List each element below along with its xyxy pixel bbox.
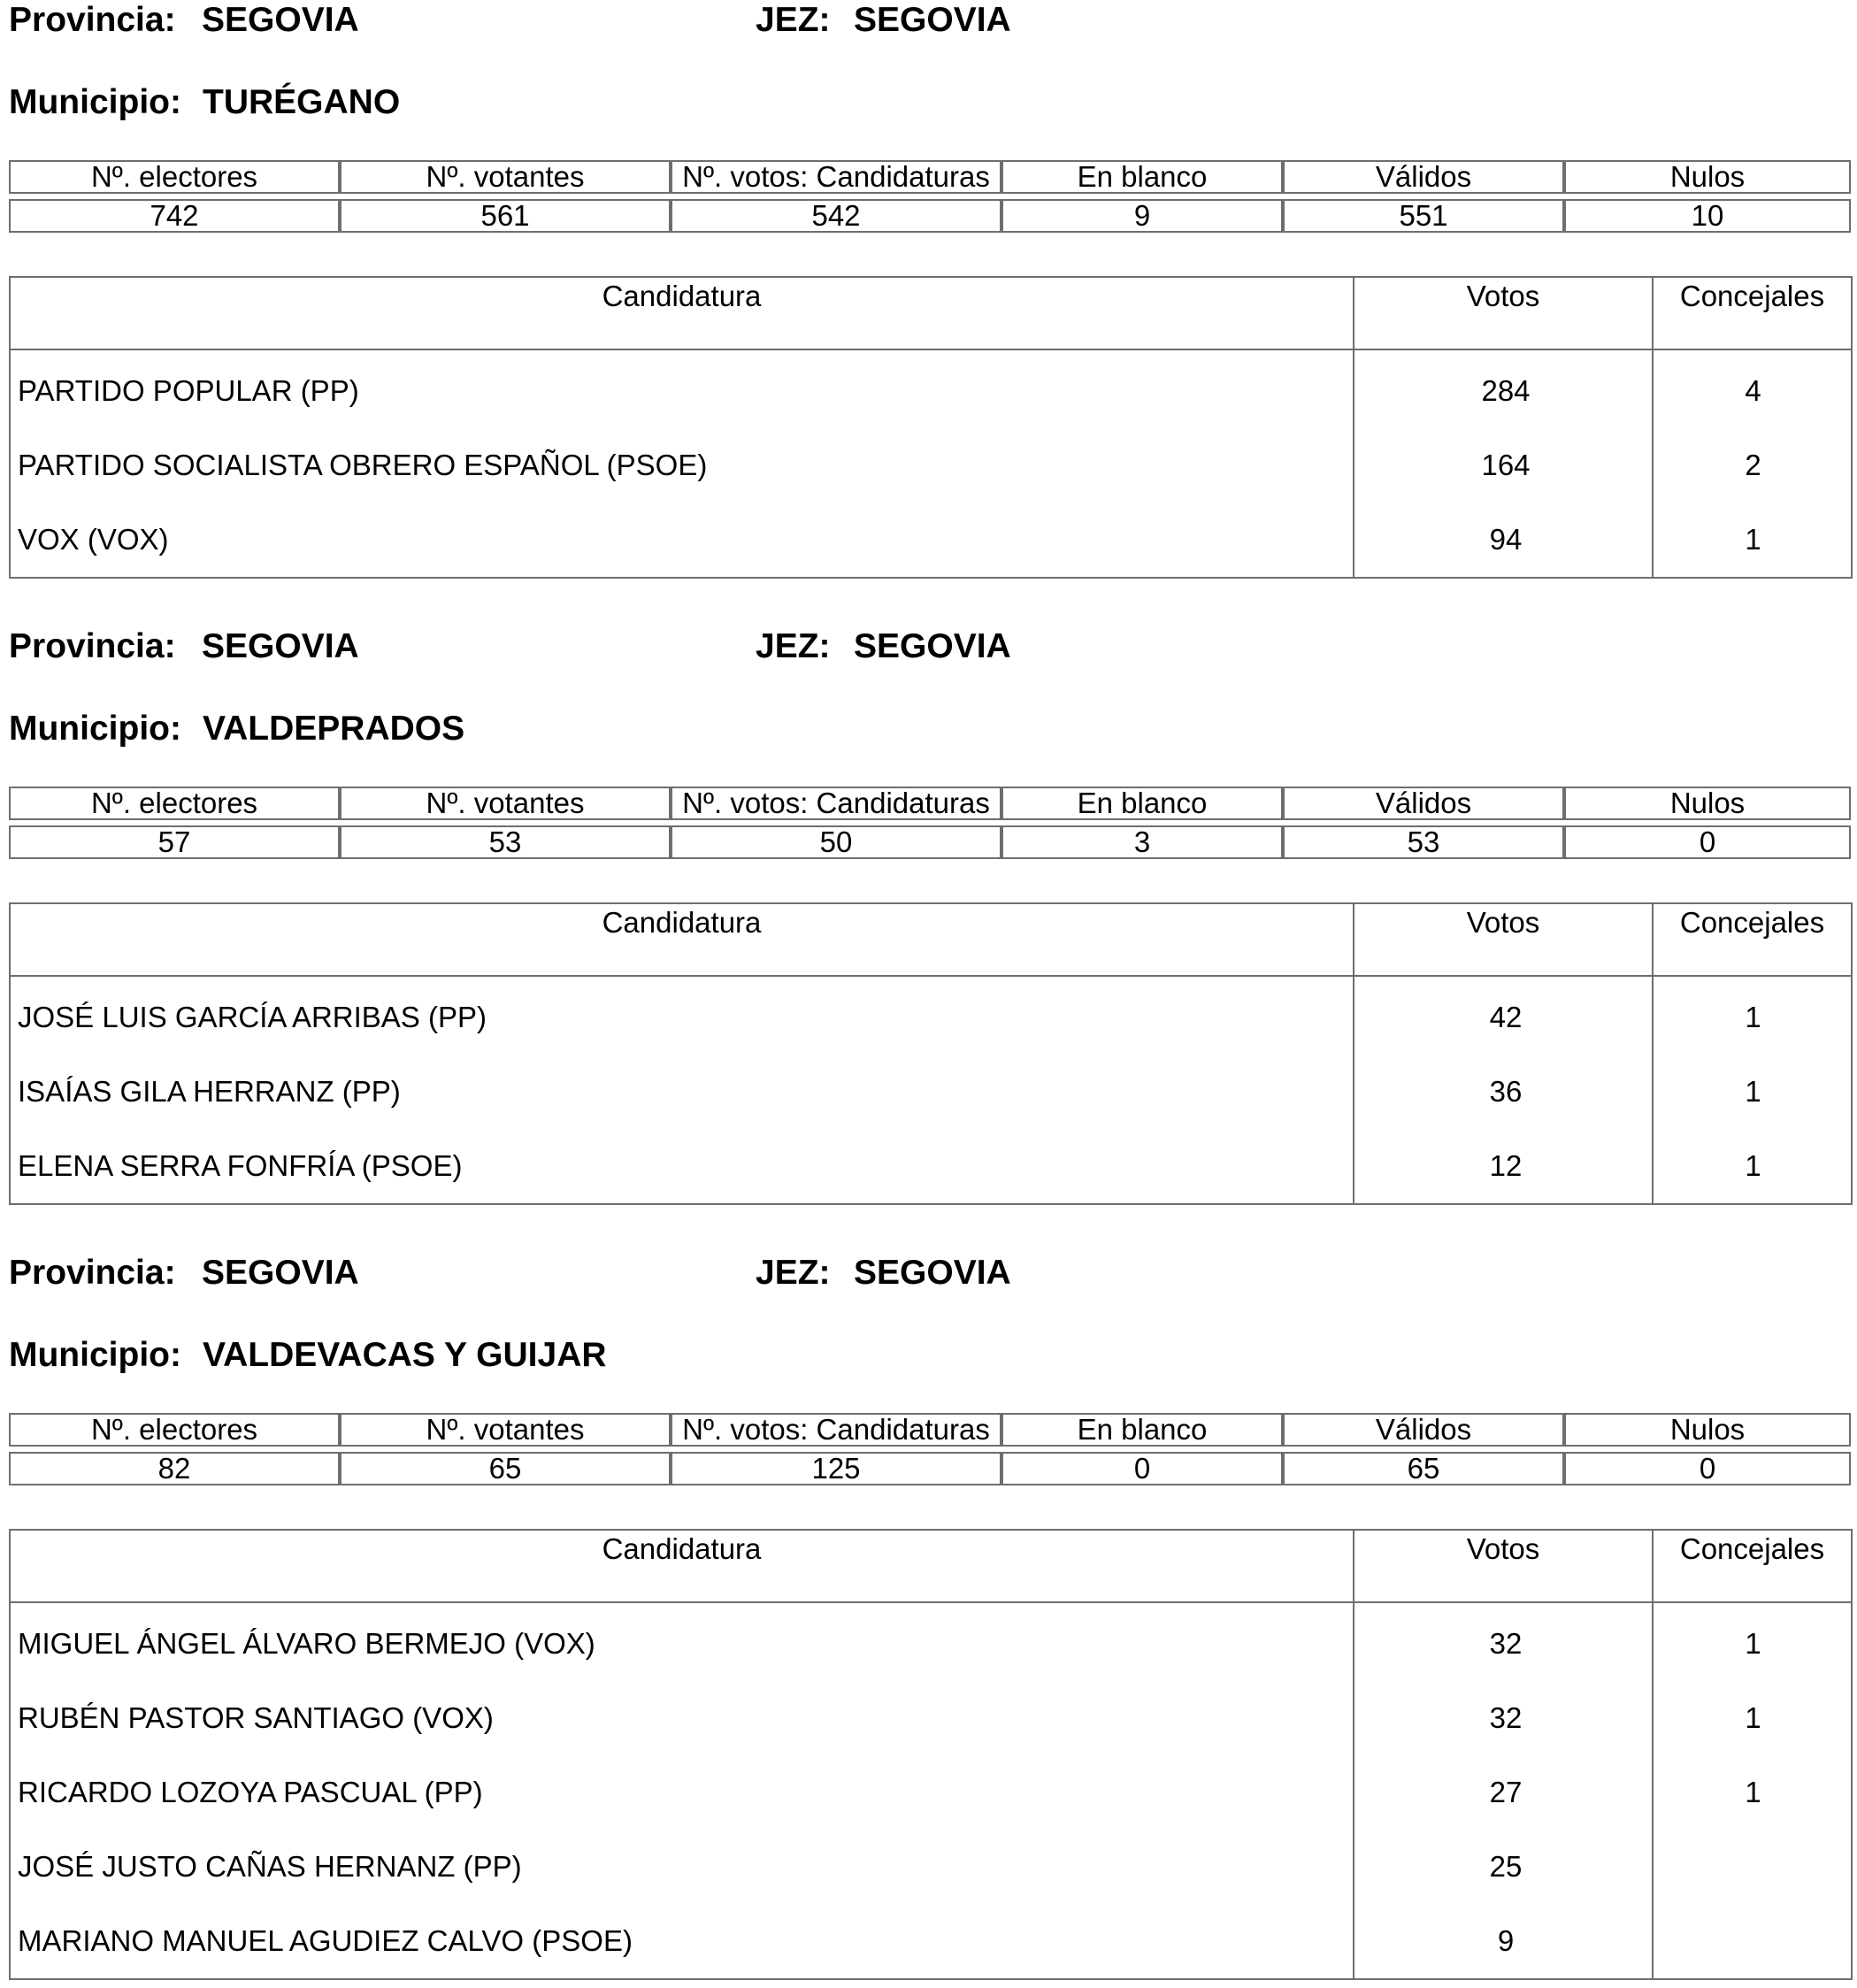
- stats-header-en-blanco: En blanco: [1001, 1413, 1283, 1447]
- stats-value-electores: 82: [9, 1452, 340, 1485]
- stats-value-en-blanco: 9: [1001, 199, 1283, 233]
- stats-header-nulos: Nulos: [1564, 1413, 1851, 1447]
- stats-header-row: [9, 787, 1851, 820]
- stats-header-votantes: Nº. votantes: [340, 160, 671, 194]
- stats-value-votantes: 561: [340, 199, 671, 233]
- jez-value: SEGOVIA: [854, 627, 1011, 665]
- stats-value-electores: 742: [9, 199, 340, 233]
- stats-value-validos: 551: [1283, 199, 1564, 233]
- stats-value-nulos: 10: [1564, 199, 1851, 233]
- provincia-value: SEGOVIA: [202, 627, 359, 665]
- stats-header-votantes: Nº. votantes: [340, 787, 671, 820]
- stats-value-en-blanco: 3: [1001, 825, 1283, 859]
- candidatura-name: PARTIDO POPULAR (PP): [10, 349, 1354, 428]
- candidatura-concejales: 1: [1653, 1602, 1852, 1681]
- stats-header-validos: Válidos: [1283, 1413, 1564, 1447]
- stats-table: [9, 1413, 1851, 1485]
- concejales-header: Concejales: [1653, 903, 1852, 976]
- candidatura-row: [10, 1904, 1852, 1979]
- candidatura-row: [10, 1681, 1852, 1755]
- candidatura-header: Candidatura: [10, 277, 1354, 349]
- candidatura-name: JOSÉ JUSTO CAÑAS HERNANZ (PP): [10, 1830, 1354, 1904]
- municipio-label: Municipio:: [9, 710, 181, 748]
- concejales-header: Concejales: [1653, 1530, 1852, 1602]
- stats-header-row: [9, 1413, 1851, 1447]
- stats-value-row: [9, 1452, 1851, 1485]
- candidatura-concejales: [1653, 1830, 1852, 1904]
- stats-header-nulos: Nulos: [1564, 160, 1851, 194]
- stats-value-nulos: 0: [1564, 1452, 1851, 1485]
- candidatura-header: Candidatura: [10, 903, 1354, 976]
- candidaturas-header-row: [10, 903, 1852, 976]
- candidatura-concejales: 1: [1653, 1129, 1852, 1204]
- municipio-value: VALDEPRADOS: [203, 710, 465, 748]
- stats-value-votos-candidaturas: 542: [671, 199, 1001, 233]
- stats-header-votos-candidaturas: Nº. votos: Candidaturas: [671, 787, 1001, 820]
- candidatura-name: ISAÍAS GILA HERRANZ (PP): [10, 1055, 1354, 1129]
- candidaturas-table: [9, 1529, 1853, 1980]
- candidatura-name: JOSÉ LUIS GARCÍA ARRIBAS (PP): [10, 976, 1354, 1055]
- candidatura-row: [10, 1830, 1852, 1904]
- provincia-value: SEGOVIA: [202, 1254, 359, 1292]
- candidatura-votos: 25: [1354, 1830, 1653, 1904]
- stats-table: [9, 160, 1851, 233]
- candidatura-votos: 42: [1354, 976, 1653, 1055]
- votos-header: Votos: [1354, 903, 1653, 976]
- stats-value-row: [9, 199, 1851, 233]
- candidatura-concejales: 1: [1653, 503, 1852, 578]
- candidaturas-header-row: [10, 1530, 1852, 1602]
- municipio-value: TURÉGANO: [203, 83, 401, 121]
- candidatura-name: RUBÉN PASTOR SANTIAGO (VOX): [10, 1681, 1354, 1755]
- jez-label: JEZ:: [756, 1254, 831, 1292]
- jez-label: JEZ:: [756, 627, 831, 665]
- candidatura-concejales: 1: [1653, 976, 1852, 1055]
- stats-table: [9, 787, 1851, 859]
- municipio-value: VALDEVACAS Y GUIJAR: [203, 1336, 607, 1374]
- stats-header-validos: Válidos: [1283, 160, 1564, 194]
- stats-header-validos: Válidos: [1283, 787, 1564, 820]
- stats-value-nulos: 0: [1564, 825, 1851, 859]
- candidatura-votos: 284: [1354, 349, 1653, 428]
- stats-value-votos-candidaturas: 125: [671, 1452, 1001, 1485]
- provincia-value: SEGOVIA: [202, 1, 359, 39]
- candidatura-votos: 27: [1354, 1755, 1653, 1830]
- candidaturas-table: [9, 902, 1853, 1205]
- stats-header-row: [9, 160, 1851, 194]
- stats-header-electores: Nº. electores: [9, 160, 340, 194]
- candidatura-name: RICARDO LOZOYA PASCUAL (PP): [10, 1755, 1354, 1830]
- candidatura-header: Candidatura: [10, 1530, 1354, 1602]
- stats-value-votantes: 53: [340, 825, 671, 859]
- stats-value-validos: 65: [1283, 1452, 1564, 1485]
- stats-header-electores: Nº. electores: [9, 1413, 340, 1447]
- candidatura-votos: 12: [1354, 1129, 1653, 1204]
- stats-value-en-blanco: 0: [1001, 1452, 1283, 1485]
- jez-value: SEGOVIA: [854, 1254, 1011, 1292]
- candidatura-votos: 9: [1354, 1904, 1653, 1979]
- provincia-label: Provincia:: [9, 1254, 176, 1292]
- candidatura-votos: 94: [1354, 503, 1653, 578]
- candidatura-row: [10, 1755, 1852, 1830]
- candidatura-votos: 32: [1354, 1681, 1653, 1755]
- municipio-label: Municipio:: [9, 83, 181, 121]
- jez-label: JEZ:: [756, 1, 831, 39]
- candidatura-name: MIGUEL ÁNGEL ÁLVARO BERMEJO (VOX): [10, 1602, 1354, 1681]
- candidatura-concejales: 2: [1653, 428, 1852, 503]
- candidatura-concejales: 1: [1653, 1055, 1852, 1129]
- votos-header: Votos: [1354, 277, 1653, 349]
- election-results-page: [9, 0, 1851, 1957]
- stats-header-votantes: Nº. votantes: [340, 1413, 671, 1447]
- candidatura-votos: 32: [1354, 1602, 1653, 1681]
- stats-header-en-blanco: En blanco: [1001, 160, 1283, 194]
- candidaturas-header-row: [10, 277, 1852, 349]
- candidatura-concejales: 4: [1653, 349, 1852, 428]
- candidatura-row: [10, 428, 1852, 503]
- candidatura-row: [10, 1129, 1852, 1204]
- candidatura-name: PARTIDO SOCIALISTA OBRERO ESPAÑOL (PSOE): [10, 428, 1354, 503]
- candidatura-concejales: 1: [1653, 1681, 1852, 1755]
- stats-value-votos-candidaturas: 50: [671, 825, 1001, 859]
- candidatura-name: VOX (VOX): [10, 503, 1354, 578]
- candidaturas-table: [9, 276, 1853, 579]
- stats-header-en-blanco: En blanco: [1001, 787, 1283, 820]
- municipio-block-valdeprados: [9, 626, 1851, 1253]
- candidatura-concejales: 1: [1653, 1755, 1852, 1830]
- candidatura-name: MARIANO MANUEL AGUDIEZ CALVO (PSOE): [10, 1904, 1354, 1979]
- municipio-block-turegano: [9, 0, 1851, 626]
- candidatura-row: [10, 976, 1852, 1055]
- candidatura-name: ELENA SERRA FONFRÍA (PSOE): [10, 1129, 1354, 1204]
- candidatura-votos: 164: [1354, 428, 1653, 503]
- stats-value-electores: 57: [9, 825, 340, 859]
- stats-header-votos-candidaturas: Nº. votos: Candidaturas: [671, 160, 1001, 194]
- stats-header-electores: Nº. electores: [9, 787, 340, 820]
- stats-value-validos: 53: [1283, 825, 1564, 859]
- stats-value-row: [9, 825, 1851, 859]
- provincia-label: Provincia:: [9, 627, 176, 665]
- candidatura-row: [10, 1055, 1852, 1129]
- candidatura-row: [10, 503, 1852, 578]
- candidatura-concejales: [1653, 1904, 1852, 1979]
- jez-value: SEGOVIA: [854, 1, 1011, 39]
- candidatura-row: [10, 1602, 1852, 1681]
- municipio-label: Municipio:: [9, 1336, 181, 1374]
- municipio-block-valdevacas-y-guijar: [9, 1253, 1851, 1957]
- votos-header: Votos: [1354, 1530, 1653, 1602]
- stats-value-votantes: 65: [340, 1452, 671, 1485]
- stats-header-votos-candidaturas: Nº. votos: Candidaturas: [671, 1413, 1001, 1447]
- concejales-header: Concejales: [1653, 277, 1852, 349]
- candidatura-votos: 36: [1354, 1055, 1653, 1129]
- candidatura-row: [10, 349, 1852, 428]
- stats-header-nulos: Nulos: [1564, 787, 1851, 820]
- provincia-label: Provincia:: [9, 1, 176, 39]
